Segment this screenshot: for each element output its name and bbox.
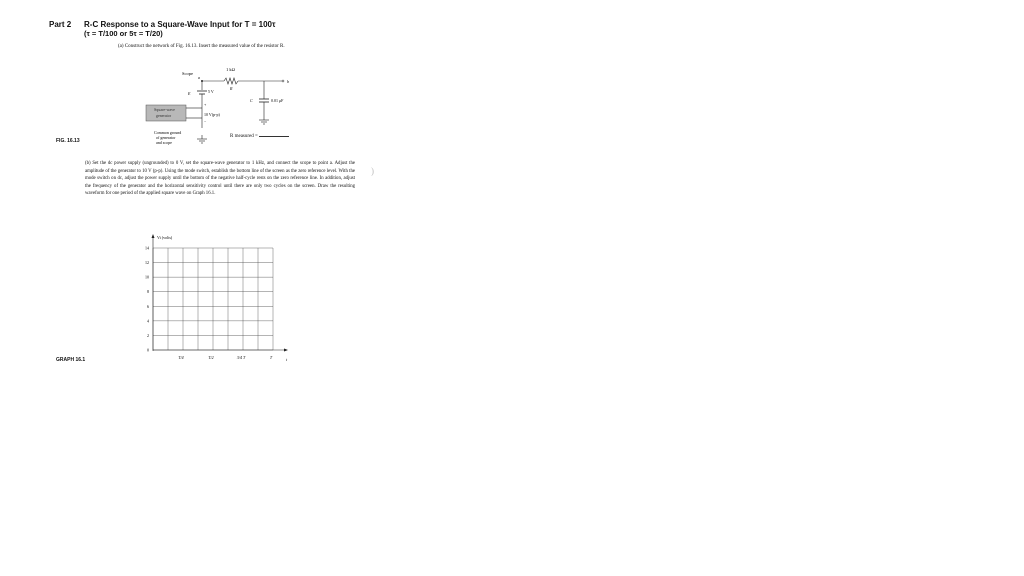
y-axis-label: Vi (volts) (157, 235, 173, 240)
y-tick-label: 2 (147, 332, 149, 338)
x-tick-label: T/4 (178, 355, 184, 360)
battery-value: 5 V (208, 89, 214, 94)
generator-value: 10 V(p-p) (204, 112, 220, 117)
node-a-label: a (198, 75, 200, 80)
y-axis-arrow-icon (152, 234, 155, 238)
ground-label-3: and scope (156, 140, 172, 145)
step-b-instruction: (b) Set the dc power supply (ungrounded) to 0 V, set the square-wave generator to 1 kHz, and connect the scope to point a. Adjust the amplitude of the generator to 10 V (p-p). Using the mode switch, establish the bottom line of the screen as the zero reference level. With the mode switch on dc, adjust the power supply until the bottom of the negative half-cycle rests on the zero reference line. In addition, adjust the frequency of the generator and the horizontal sensitivity control until there are only two cycles on the screen. Draw the resulting waveform for one period of the applied square wave on Graph 16.1. (85, 161, 355, 197)
graph-label: GRAPH 16.1 (56, 357, 86, 363)
step-a-instruction: (a) Construct the network of Fig. 16.13. Insert the measured value of the resistor R. (118, 44, 285, 49)
y-tick-label: 6 (147, 303, 149, 309)
generator-label-1: Square-wave (154, 107, 175, 112)
part-title: R-C Response to a Square-Wave Input for T = 100τ (84, 20, 276, 29)
node-b-label: b (287, 79, 289, 84)
generator-label-2: generator (156, 113, 172, 118)
y-tick-label: 10 (145, 274, 149, 280)
x-axis-label: t (286, 357, 288, 362)
scope-label: Scope (182, 71, 193, 76)
y-tick-label: 0 (147, 347, 149, 353)
r-measured-label: R measured = (230, 134, 289, 139)
plus-sign: + (204, 102, 207, 107)
x-axis-arrow-icon (284, 349, 288, 352)
x-tick-label: 3/4 T (236, 355, 246, 360)
graph-grid (153, 248, 273, 350)
resistor-symbol (224, 78, 238, 84)
y-tick-label: 14 (145, 245, 149, 251)
ground-label-1: Common ground (154, 130, 182, 135)
capacitor-value: 0.01 μF (271, 98, 284, 103)
minus-sign: − (204, 119, 207, 124)
x-tick-label: T/2 (208, 355, 214, 360)
resistor-name: R (230, 86, 233, 91)
figure-label: FIG. 16.13 (56, 138, 80, 144)
y-tick-label: 12 (145, 260, 149, 266)
y-tick-label: 4 (147, 318, 149, 324)
resistor-value: 1 kΩ (226, 67, 235, 72)
x-tick-label: T (269, 355, 273, 360)
y-tick-label: 8 (147, 289, 149, 295)
margin-mark: ) (371, 166, 374, 176)
capacitor-name: C (250, 98, 253, 103)
part-label: Part 2 (49, 20, 72, 29)
graph-16-1 (135, 234, 295, 368)
ground-label-2: of generator (156, 135, 176, 140)
battery-name: E (188, 91, 191, 96)
part-subtitle: (τ = T/100 or 5τ = T/20) (84, 29, 163, 38)
